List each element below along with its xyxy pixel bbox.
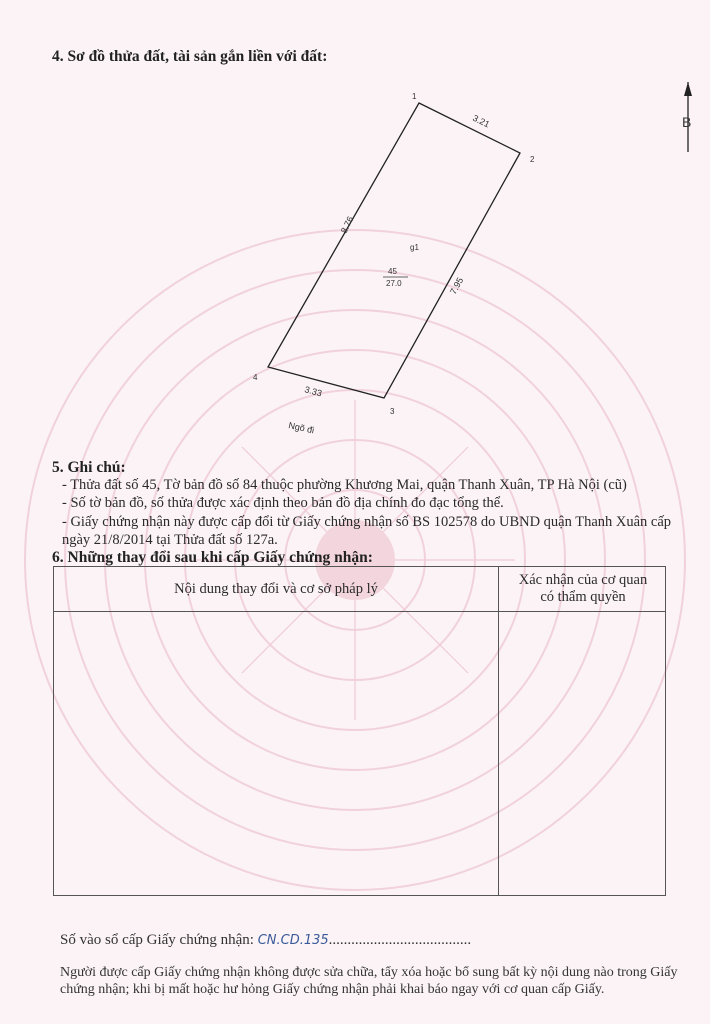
note-2: - Số tờ bản đồ, số thửa được xác định theo bản đồ địa chính đo đạc tổng thể. [62, 495, 504, 511]
north-label: B [682, 114, 692, 130]
edge-2-3: 7.95 [448, 275, 466, 296]
edge-1-2: 3.21 [471, 112, 492, 130]
column-confirmation: Xác nhận của cơ quan có thẩm quyền [518, 572, 648, 605]
section-6-title: 6. Những thay đổi sau khi cấp Giấy chứng nhận: [52, 549, 373, 566]
edge-3-4: 3.33 [303, 384, 324, 399]
parcel-map [0, 0, 710, 450]
footer-notice: Người được cấp Giấy chứng nhận không được sửa chữa, tẩy xóa hoặc bổ sung bất kỳ nội dung nào trong Giấy chứng nhận; khi bị mất hoặc hư hỏng Giấy chứng nhận phải khai báo ngay với cơ quan cấp Giấy. [60, 965, 678, 997]
map-sheet-label: g1 [410, 243, 419, 252]
column-changes: Nội dung thay đổi và cơ sở pháp lý [174, 581, 378, 597]
section-5-title: 5. Ghi chú: [52, 459, 126, 476]
vertex-1: 1 [412, 92, 417, 101]
vertex-4: 4 [253, 373, 258, 382]
section-4-title: 4. Sơ đồ thửa đất, tài sản gắn liền với đất: [52, 48, 328, 65]
edge-4-1: 8.76 [338, 214, 356, 235]
north-arrow-icon [682, 82, 692, 152]
registry-number: Số vào sổ cấp Giấy chứng nhận: CN.CD.135...................................... [60, 932, 472, 948]
parcel-area: 27.0 [386, 279, 402, 288]
registry-label: Số vào sổ cấp Giấy chứng nhận: [60, 932, 254, 948]
vertex-2: 2 [530, 155, 535, 164]
registry-value: CN.CD.135 [257, 933, 329, 948]
changes-table [53, 566, 666, 896]
note-3: - Giấy chứng nhận này được cấp đổi từ Giấy chứng nhận số BS 102578 do UBND quận Thanh Xuân cấp ngày 21/8/2014 tại Thửa đất số 127a. [62, 514, 672, 548]
parcel-number: 45 [388, 267, 397, 276]
note-1: - Thửa đất số 45, Tờ bản đồ số 84 thuộc phường Khương Mai, quận Thanh Xuân, TP Hà Nội (cũ) [62, 477, 627, 493]
vertex-3: 3 [390, 407, 395, 416]
road-label: Ngõ đi [287, 420, 316, 436]
parcel-outline [268, 103, 520, 398]
